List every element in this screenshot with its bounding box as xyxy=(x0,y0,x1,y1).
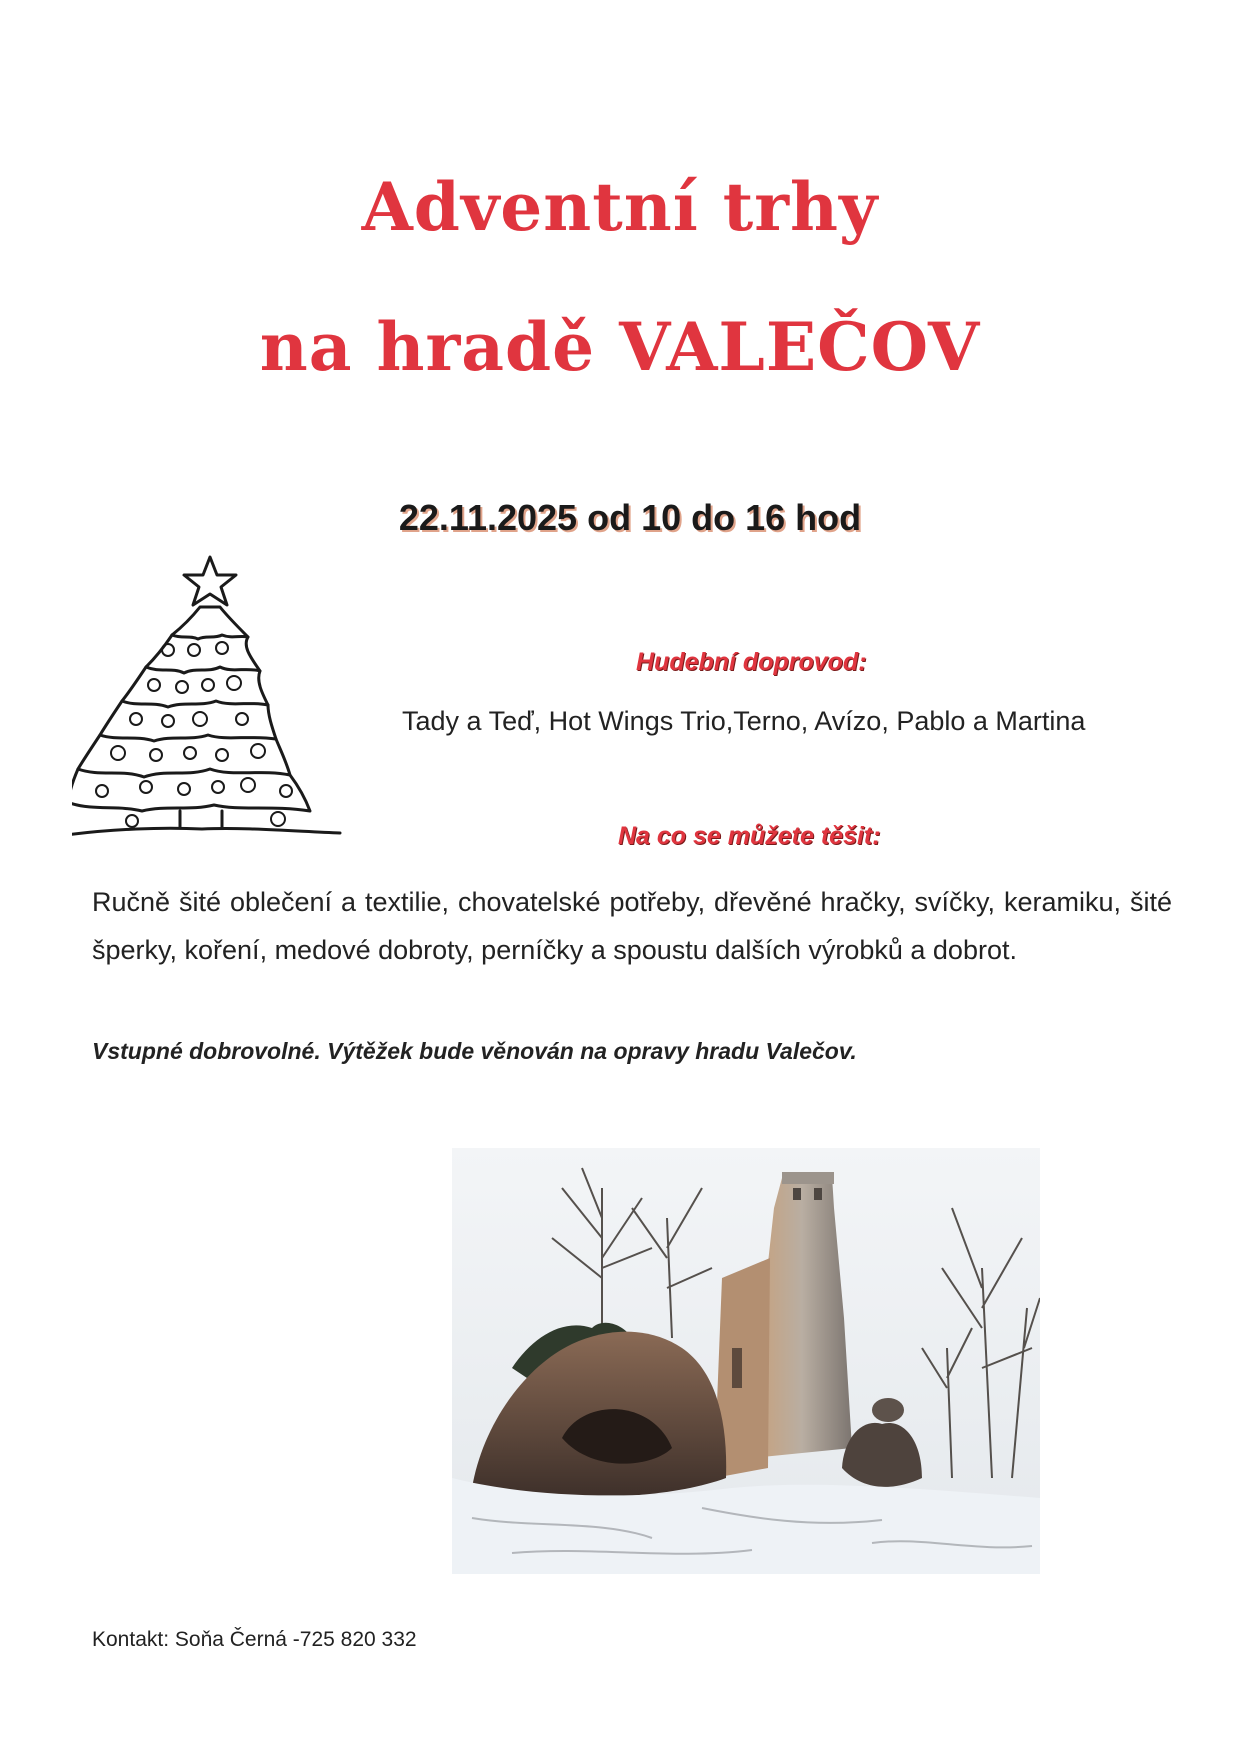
contact-info: Kontakt: Soňa Černá -725 820 332 xyxy=(92,1628,417,1651)
title-line-2: na hradě VALEČOV xyxy=(259,308,981,386)
bands-list: Tady a Teď, Hot Wings Trio,Terno, Avízo, Pablo a Martina xyxy=(402,706,1086,736)
offer-description: Ručně šité oblečení a textilie, chovatelské potřeby, dřevěné hračky, svíčky, keramiku, šité šperky, koření, medové dobroty, perníčky a spoustu dalších výrobků a dobrot. xyxy=(92,887,1172,965)
music-heading: Hudební doprovod: xyxy=(636,648,867,676)
christmas-tree-icon xyxy=(72,555,342,845)
castle-photo xyxy=(452,1148,1040,1574)
title-line-1: Adventní trhy xyxy=(361,168,879,246)
event-date: 22.11.2025 od 10 do 16 hod xyxy=(398,497,862,538)
offer-heading: Na co se můžete těšit: xyxy=(618,822,881,850)
entry-fee-note: Vstupné dobrovolné. Výtěžek bude věnován na opravy hradu Valečov. xyxy=(92,1038,857,1064)
